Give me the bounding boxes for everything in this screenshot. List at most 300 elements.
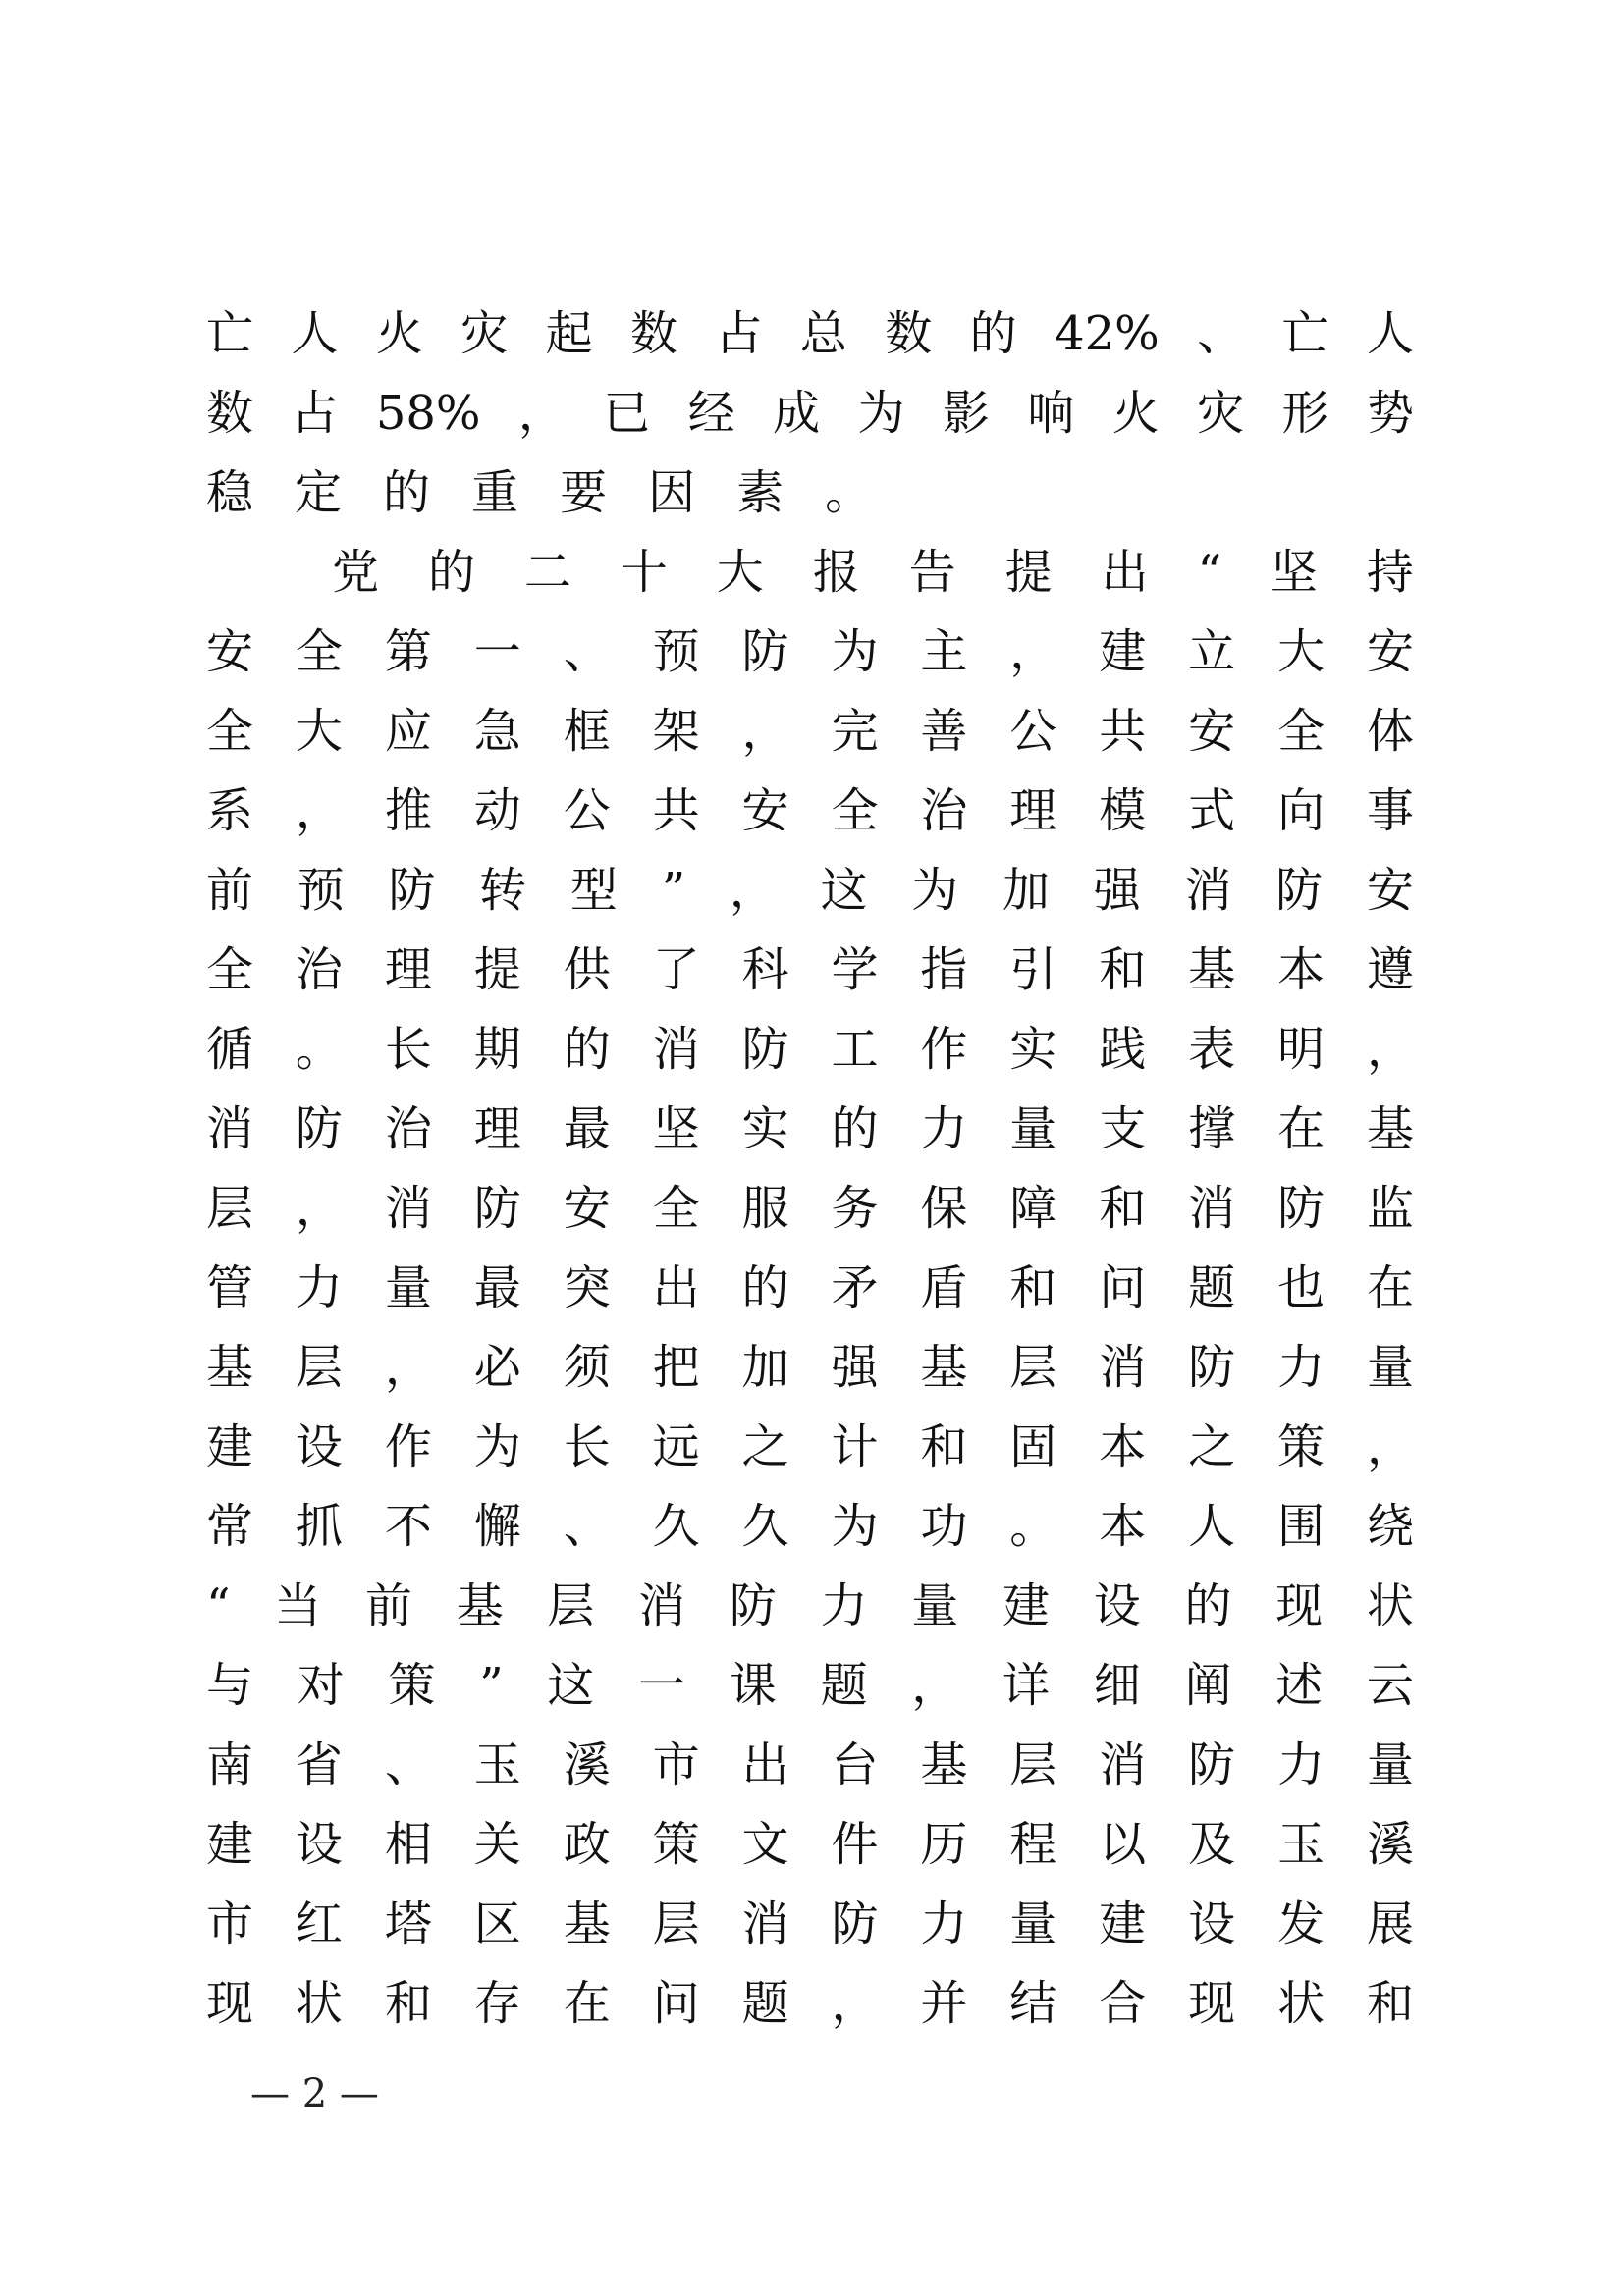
text-character: 服 (741, 1181, 789, 1236)
text-line (206, 294, 1414, 374)
text-character: 力 (1277, 1340, 1326, 1395)
text-character: 发 (1277, 1896, 1326, 1951)
page-number: — 2 — (250, 2071, 379, 2116)
text-character: 事 (1366, 783, 1414, 838)
text-character: 框 (563, 704, 611, 759)
text-character: ， (295, 1181, 343, 1236)
text-character: 要 (560, 465, 608, 520)
text-character: 安 (1366, 624, 1414, 679)
text-line (206, 374, 1414, 454)
text-character: 十 (620, 545, 668, 600)
text-character: 二 (523, 545, 571, 600)
text-character: 数 (885, 306, 933, 361)
text-character: 素 (736, 465, 785, 520)
text-character: 学 (831, 942, 879, 997)
text-line (206, 454, 1414, 533)
text-character: 践 (1099, 1022, 1147, 1077)
text-character: 现 (206, 1976, 254, 2031)
text-character: 势 (1366, 386, 1414, 441)
text-character: 力 (1277, 1737, 1326, 1792)
text-character: ， (517, 386, 566, 441)
text-character: 建 (206, 1817, 254, 1872)
text-character: 应 (384, 704, 432, 759)
text-character: 的 (427, 545, 475, 600)
text-character: 之 (1188, 1419, 1236, 1474)
text-character: 科 (741, 942, 789, 997)
text-character: 了 (652, 942, 700, 997)
text-character: 消 (206, 1101, 254, 1156)
text-character: 占 (291, 386, 339, 441)
text-character: 历 (920, 1817, 968, 1872)
text-character: 防 (1188, 1340, 1236, 1395)
text-character: 并 (920, 1976, 968, 2031)
text-character: 的 (563, 1022, 611, 1077)
text-character: 红 (295, 1896, 343, 1951)
text-character: 题 (741, 1976, 789, 2031)
text-character: 量 (911, 1578, 959, 1633)
text-character: 因 (648, 465, 696, 520)
text-character: 防 (831, 1896, 879, 1951)
text-character: 供 (563, 942, 611, 997)
text-character: 坚 (652, 1101, 700, 1156)
text-character: 状 (1366, 1578, 1414, 1633)
text-character: 全 (652, 1181, 700, 1236)
text-character: 建 (1099, 624, 1147, 679)
text-character: 公 (1009, 704, 1057, 759)
text-character: 防 (473, 1181, 521, 1236)
text-character: 须 (563, 1340, 611, 1395)
text-character: 数 (206, 386, 254, 441)
text-character: 和 (1366, 1976, 1414, 2031)
text-line (206, 1010, 1414, 1090)
text-character: 工 (831, 1022, 879, 1077)
text-line (206, 1090, 1414, 1169)
text-character: 为 (911, 863, 959, 918)
text-character: 强 (1093, 863, 1141, 918)
text-character: 最 (563, 1101, 611, 1156)
text-character: 的 (741, 1260, 789, 1315)
text-character: 提 (1004, 545, 1053, 600)
text-character: 、 (1197, 306, 1245, 361)
text-character: 程 (1009, 1817, 1057, 1872)
text-character: 撑 (1188, 1101, 1236, 1156)
text-character: 持 (1366, 545, 1414, 600)
text-character: 响 (1027, 386, 1075, 441)
text-character: 亡 (206, 306, 254, 361)
text-character: 的 (1184, 1578, 1232, 1633)
paragraph-first-line (206, 533, 1414, 613)
text-character: 玉 (1277, 1817, 1326, 1872)
text-character: 全 (206, 942, 254, 997)
text-character: 大 (1277, 624, 1326, 679)
text-character: 懈 (473, 1499, 521, 1554)
text-character: 和 (384, 1976, 432, 2031)
text-character: 量 (1366, 1340, 1414, 1395)
text-character: 力 (820, 1578, 868, 1633)
text-character: 量 (1009, 1101, 1057, 1156)
text-character: 溪 (1366, 1817, 1414, 1872)
text-character: 盾 (920, 1260, 968, 1315)
text-character: 层 (206, 1181, 254, 1236)
text-character: 本 (1099, 1419, 1147, 1474)
text-character: 安 (1366, 863, 1414, 918)
text-character: 共 (652, 783, 700, 838)
text-line (206, 1726, 1414, 1805)
text-character: “ (1197, 545, 1221, 600)
text-character: 策 (388, 1658, 436, 1713)
text-character: 在 (563, 1976, 611, 2031)
text-character: 指 (920, 942, 968, 997)
text-character: 台 (831, 1737, 879, 1792)
text-character: 人 (291, 306, 339, 361)
text-character: 转 (479, 863, 527, 918)
text-character: 围 (1277, 1499, 1326, 1554)
text-character: 本 (1099, 1499, 1147, 1554)
text-character: 的 (831, 1101, 879, 1156)
text-character: 基 (1366, 1101, 1414, 1156)
text-character: 人 (1366, 306, 1414, 361)
text-character: ， (741, 704, 789, 759)
text-character: 省 (295, 1737, 343, 1792)
text-character: 支 (1099, 1101, 1147, 1156)
text-character: 久 (741, 1499, 789, 1554)
text-character: 安 (741, 783, 789, 838)
text-character: 体 (1366, 704, 1414, 759)
text-line (206, 1249, 1414, 1328)
text-character: 建 (1002, 1578, 1051, 1633)
text-character: 大 (716, 545, 764, 600)
text-line (206, 613, 1414, 692)
text-character: 亡 (1281, 306, 1329, 361)
text-character: 全 (206, 704, 254, 759)
text-character: 功 (920, 1499, 968, 1554)
text-character: 与 (206, 1658, 254, 1713)
text-character: 云 (1366, 1658, 1414, 1713)
text-character: 出 (652, 1260, 700, 1315)
text-character: 期 (473, 1022, 521, 1077)
text-character: 加 (741, 1340, 789, 1395)
text-line (206, 1885, 1414, 1964)
text-character: 防 (729, 1578, 777, 1633)
text-character: 推 (384, 783, 432, 838)
text-character: 消 (384, 1181, 432, 1236)
text-character: 在 (1277, 1101, 1326, 1156)
text-character: 消 (638, 1578, 686, 1633)
text-character: 消 (1188, 1181, 1236, 1236)
text-line (206, 1646, 1414, 1726)
text-line (206, 1805, 1414, 1885)
text-line (206, 851, 1414, 931)
text-character: 。 (295, 1022, 343, 1077)
text-character: 展 (1366, 1896, 1414, 1951)
text-character: 明 (1277, 1022, 1326, 1077)
text-character: 必 (473, 1340, 521, 1395)
text-character: 策 (652, 1817, 700, 1872)
text-character: 不 (384, 1499, 432, 1554)
text-character: 防 (1188, 1737, 1236, 1792)
text-character: 和 (1099, 1181, 1147, 1236)
text-character: 设 (295, 1817, 343, 1872)
text-character: 计 (831, 1419, 879, 1474)
text-character: 模 (1099, 783, 1147, 838)
text-character: 状 (295, 1976, 343, 2031)
text-character: 告 (908, 545, 956, 600)
text-character: 细 (1093, 1658, 1141, 1713)
text-character: 大 (295, 704, 343, 759)
text-character: 现 (1188, 1976, 1236, 2031)
text-character: 表 (1188, 1022, 1236, 1077)
text-character: 阐 (1184, 1658, 1232, 1713)
text-character: 58% (375, 386, 481, 441)
text-character: 状 (1277, 1976, 1326, 2031)
text-character: 基 (206, 1340, 254, 1395)
text-character: 把 (652, 1340, 700, 1395)
text-character: 量 (1009, 1896, 1057, 1951)
text-character: 详 (1002, 1658, 1051, 1713)
text-character: 防 (295, 1101, 343, 1156)
text-character: 题 (1188, 1260, 1236, 1315)
text-character: 一 (473, 624, 521, 679)
text-character: 塔 (384, 1896, 432, 1951)
text-character: 防 (1275, 863, 1324, 918)
text-character: 管 (206, 1260, 254, 1315)
text-character: 文 (741, 1817, 789, 1872)
text-character: 一 (638, 1658, 686, 1713)
text-character: 预 (652, 624, 700, 679)
text-character: 层 (1009, 1340, 1057, 1395)
text-character: 量 (1366, 1737, 1414, 1792)
text-character: 急 (473, 704, 521, 759)
text-line (206, 1964, 1414, 2044)
text-character: 层 (295, 1340, 343, 1395)
text-line (206, 692, 1414, 772)
text-character: 层 (547, 1578, 595, 1633)
text-line (206, 1487, 1414, 1567)
text-character: 常 (206, 1499, 254, 1554)
text-character: 之 (741, 1419, 789, 1474)
text-character: 经 (687, 386, 735, 441)
text-character: 建 (206, 1419, 254, 1474)
text-character: 强 (831, 1340, 879, 1395)
text-character: 题 (820, 1658, 868, 1713)
text-character: 实 (741, 1101, 789, 1156)
text-character: 、 (563, 1499, 611, 1554)
text-character: 占 (715, 306, 763, 361)
text-character: 防 (388, 863, 436, 918)
text-line (206, 931, 1414, 1010)
text-character: 总 (799, 306, 847, 361)
text-character: 遵 (1366, 942, 1414, 997)
text-character: 也 (1277, 1260, 1326, 1315)
text-character: 系 (206, 783, 254, 838)
text-character: 动 (473, 783, 521, 838)
text-character: 治 (920, 783, 968, 838)
text-character: 在 (1366, 1260, 1414, 1315)
text-line (206, 772, 1414, 851)
text-character: 定 (295, 465, 343, 520)
text-character: 治 (384, 1101, 432, 1156)
text-character: 设 (1188, 1896, 1236, 1951)
text-character: 重 (471, 465, 519, 520)
text-character: 设 (1093, 1578, 1141, 1633)
text-character: 设 (295, 1419, 343, 1474)
text-character: 公 (563, 783, 611, 838)
text-character: 突 (563, 1260, 611, 1315)
text-character: 火 (1111, 386, 1160, 441)
text-character: 前 (206, 863, 254, 918)
text-character: 固 (1009, 1419, 1057, 1474)
text-character: 党 (332, 545, 380, 600)
text-character: 玉 (473, 1737, 521, 1792)
text-character: 层 (1009, 1737, 1057, 1792)
text-character: 政 (563, 1817, 611, 1872)
text-character: 循 (206, 1022, 254, 1077)
text-character: 监 (1366, 1181, 1414, 1236)
text-character: 长 (384, 1022, 432, 1077)
text-character: 市 (652, 1737, 700, 1792)
text-character: 建 (1099, 1896, 1147, 1951)
text-character: 及 (1188, 1817, 1236, 1872)
text-character: 完 (831, 704, 879, 759)
text-character: ， (1366, 1022, 1414, 1077)
text-line (206, 1567, 1414, 1646)
text-character: 市 (206, 1896, 254, 1951)
text-character: 抓 (295, 1499, 343, 1554)
text-character: 第 (384, 624, 432, 679)
text-character: 引 (1009, 942, 1057, 997)
text-character: 全 (295, 624, 343, 679)
text-character: 形 (1281, 386, 1329, 441)
text-character: 溪 (563, 1737, 611, 1792)
text-character: 基 (456, 1578, 504, 1633)
text-character: 灾 (460, 306, 509, 361)
text-character: 基 (920, 1737, 968, 1792)
text-character: 善 (920, 704, 968, 759)
text-character: 本 (1277, 942, 1326, 997)
text-character: 障 (1009, 1181, 1057, 1236)
text-character: 出 (741, 1737, 789, 1792)
text-character: 共 (1099, 704, 1147, 759)
text-character: 绕 (1366, 1499, 1414, 1554)
text-character: 问 (1099, 1260, 1147, 1315)
text-character: 防 (741, 1022, 789, 1077)
text-character: 理 (473, 1101, 521, 1156)
text-character: 稳 (206, 465, 254, 520)
text-character: 存 (473, 1976, 521, 2031)
text-character: 层 (652, 1896, 700, 1951)
text-character: ， (1009, 624, 1057, 679)
text-character: ， (1366, 1419, 1414, 1474)
text-character: 这 (547, 1658, 595, 1713)
text-character: ， (831, 1976, 879, 2031)
text-character: 向 (1277, 783, 1326, 838)
text-character: 量 (384, 1260, 432, 1315)
text-character: 课 (729, 1658, 777, 1713)
text-character: 现 (1275, 1578, 1324, 1633)
text-character: 消 (741, 1896, 789, 1951)
text-character: 火 (375, 306, 423, 361)
text-character: 关 (473, 1817, 521, 1872)
text-character: ” (479, 1658, 504, 1713)
text-character: ” (661, 863, 686, 918)
text-character: 已 (603, 386, 651, 441)
text-character: 报 (812, 545, 860, 600)
text-character: 、 (384, 1737, 432, 1792)
text-character: 消 (1184, 863, 1232, 918)
text-character: 这 (820, 863, 868, 918)
text-character: 安 (563, 1181, 611, 1236)
text-character: 结 (1009, 1976, 1057, 2031)
text-character: ， (384, 1340, 432, 1395)
text-character: 消 (1099, 1737, 1147, 1792)
text-character: 安 (1188, 704, 1236, 759)
text-character: 消 (652, 1022, 700, 1077)
text-character: ， (911, 1658, 959, 1713)
text-character: 作 (920, 1022, 968, 1077)
text-character: 防 (741, 624, 789, 679)
text-character: 为 (831, 1499, 879, 1554)
text-character: 保 (920, 1181, 968, 1236)
text-character: 的 (383, 465, 431, 520)
text-character: 长 (563, 1419, 611, 1474)
text-character: 件 (831, 1817, 879, 1872)
text-character: 为 (473, 1419, 521, 1474)
text-character: 力 (920, 1896, 968, 1951)
text-character: 策 (1277, 1419, 1326, 1474)
text-character: 。 (825, 465, 873, 520)
text-character: 消 (1099, 1340, 1147, 1395)
text-character: 成 (773, 386, 821, 441)
text-character: 灾 (1197, 386, 1245, 441)
text-character: 问 (652, 1976, 700, 2031)
text-character: ， (729, 863, 777, 918)
text-character: 力 (920, 1101, 968, 1156)
text-character: 提 (473, 942, 521, 997)
text-character: 坚 (1270, 545, 1318, 600)
text-character: 立 (1188, 624, 1236, 679)
text-character: 务 (831, 1181, 879, 1236)
text-character: 加 (1002, 863, 1051, 918)
text-character: 型 (569, 863, 618, 918)
text-character: 作 (384, 1419, 432, 1474)
text-character: 述 (1275, 1658, 1324, 1713)
text-character: 架 (652, 704, 700, 759)
text-character: 合 (1099, 1976, 1147, 2031)
text-character: 安 (206, 624, 254, 679)
text-character: 和 (920, 1419, 968, 1474)
text-character: 治 (295, 942, 343, 997)
text-character: 和 (1009, 1260, 1057, 1315)
text-character: 南 (206, 1737, 254, 1792)
text-character: 矛 (831, 1260, 879, 1315)
text-character: 远 (652, 1419, 700, 1474)
text-character: 以 (1099, 1817, 1147, 1872)
body-text (206, 294, 1414, 2044)
text-character: 最 (473, 1260, 521, 1315)
text-character: 基 (563, 1896, 611, 1951)
text-character: 为 (831, 624, 879, 679)
text-character: 全 (831, 783, 879, 838)
text-character: 的 (969, 306, 1017, 361)
text-character: 基 (920, 1340, 968, 1395)
text-character: 当 (274, 1578, 322, 1633)
text-character: 久 (652, 1499, 700, 1554)
text-character: 前 (364, 1578, 412, 1633)
text-character: 对 (297, 1658, 345, 1713)
text-character: 理 (1009, 783, 1057, 838)
text-character: 式 (1188, 783, 1236, 838)
text-character: 防 (1277, 1181, 1326, 1236)
